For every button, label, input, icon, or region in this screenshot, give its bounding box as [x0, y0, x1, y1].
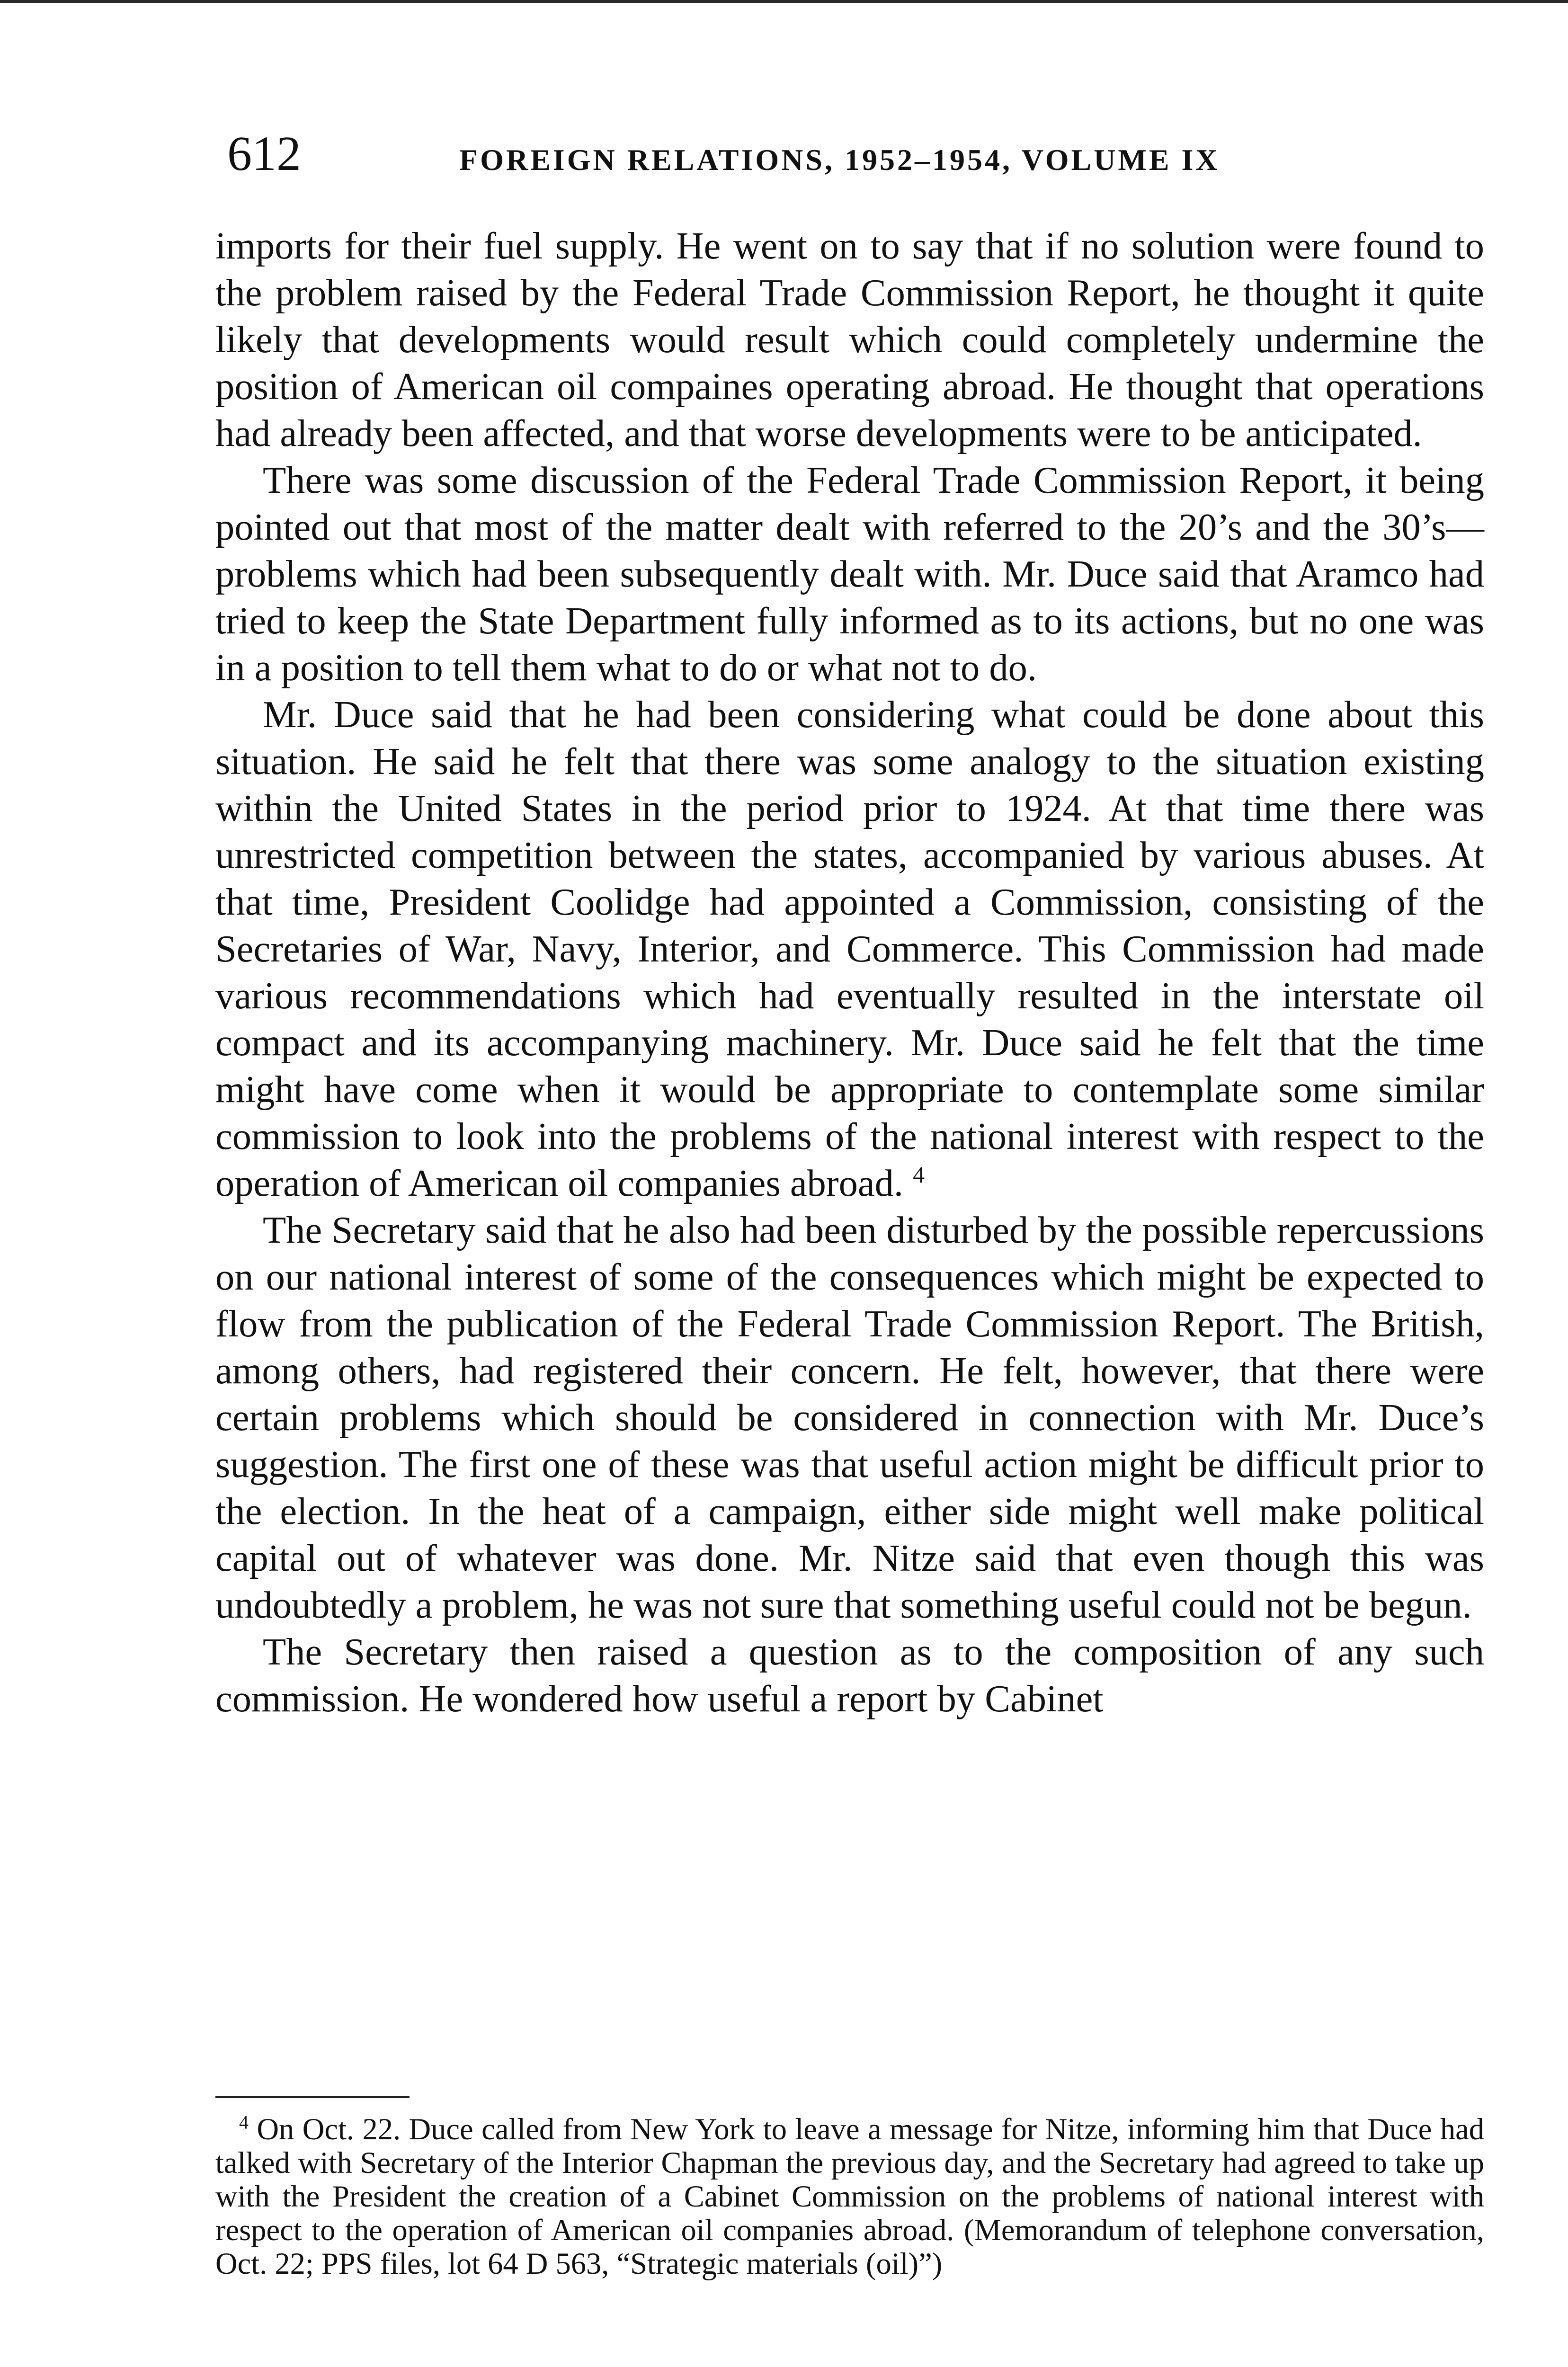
footnote-reference: 4 — [913, 1161, 925, 1188]
paragraph-commission-composition: The Secretary then raised a question as to the composition of any such commission. He wondered how useful a report by Cabinet — [215, 1631, 1484, 1720]
top-edge-rule — [0, 0, 1568, 3]
paragraph-duce-proposal-text: Mr. Duce said that he had been considering what could be done about this situation. He said he felt that there was some analogy to the situation existing within the United States in the period prior to 1924. At that time there was unrestricted competition between the states, accompanied by various abuses. At that time, President Coolidge had appointed a Commission, consisting of the Secretaries of War, Navy, Interior, and Commerce. This Commission had made various recommendations which had eventually resulted in the interstate oil compact and its accompanying machinery. Mr. Duce said he felt that the time might have come when it would be appropriate to contemplate some similar commission to look into the problems of the national interest with respect to the operation of American oil companies abroad. — [215, 694, 1484, 1204]
footnote-marker: 4 — [239, 2111, 249, 2133]
paragraph-secretary-concerns: The Secretary said that he also had been disturbed by the possible repercussions on our national interest of some of the consequences which might be expected to flow from the publication of the Federal Trade Commission Report. The British, among others, had registered their concern. He felt, however, that there were certain problems which should be considered in connection with Mr. Duce’s suggestion. The first one of these was that useful action might be difficult prior to the election. In the heat of a campaign, either side might well make political capital out of whatever was done. Mr. Nitze said that even though this was undoubtedly a problem, he was not sure that something useful could not be begun. — [215, 1209, 1484, 1626]
paragraph-ftc-discussion: There was some discussion of the Federal Trade Commission Report, it being pointed out that most of the matter dealt with referred to the 20’s and the 30’s—problems which had been subsequently dealt with. Mr. Duce said that Aramco had tried to keep the State Department fully informed as to its actions, but no one was in a position to tell them what to do or what not to do. — [215, 459, 1484, 689]
page-header — [227, 128, 1482, 180]
footnote — [215, 2112, 1484, 2280]
page-number: 612 — [227, 126, 301, 181]
footnote-text: On Oct. 22. Duce called from New York to leave a message for Nitze, informing him that Duce had talked with Secretary of the Interior Chapman the previous day, and the Secretary had agreed to take up with the President the creation of a Cabinet Commission on the problems of national interest with respect to the operation of American oil companies abroad. (Memorandum of telephone conversation, Oct. 22; PPS files, lot 64 D 563, “Strategic materials (oil)”) — [215, 2112, 1484, 2280]
paragraph-continuation: imports for their fuel supply. He went on to say that if no solution were found to the problem raised by the Federal Trade Commission Report, he thought it quite likely that developments would result which could completely undermine the position of American oil compaines operating abroad. He thought that operations had already been affected, and that worse developments were to be anticipated. — [215, 225, 1484, 454]
running-head: FOREIGN RELATIONS, 1952–1954, VOLUME IX — [459, 143, 1220, 177]
body-text — [215, 222, 1484, 1722]
footnote-divider — [215, 2096, 410, 2098]
paragraph-duce-proposal — [215, 691, 1484, 1207]
